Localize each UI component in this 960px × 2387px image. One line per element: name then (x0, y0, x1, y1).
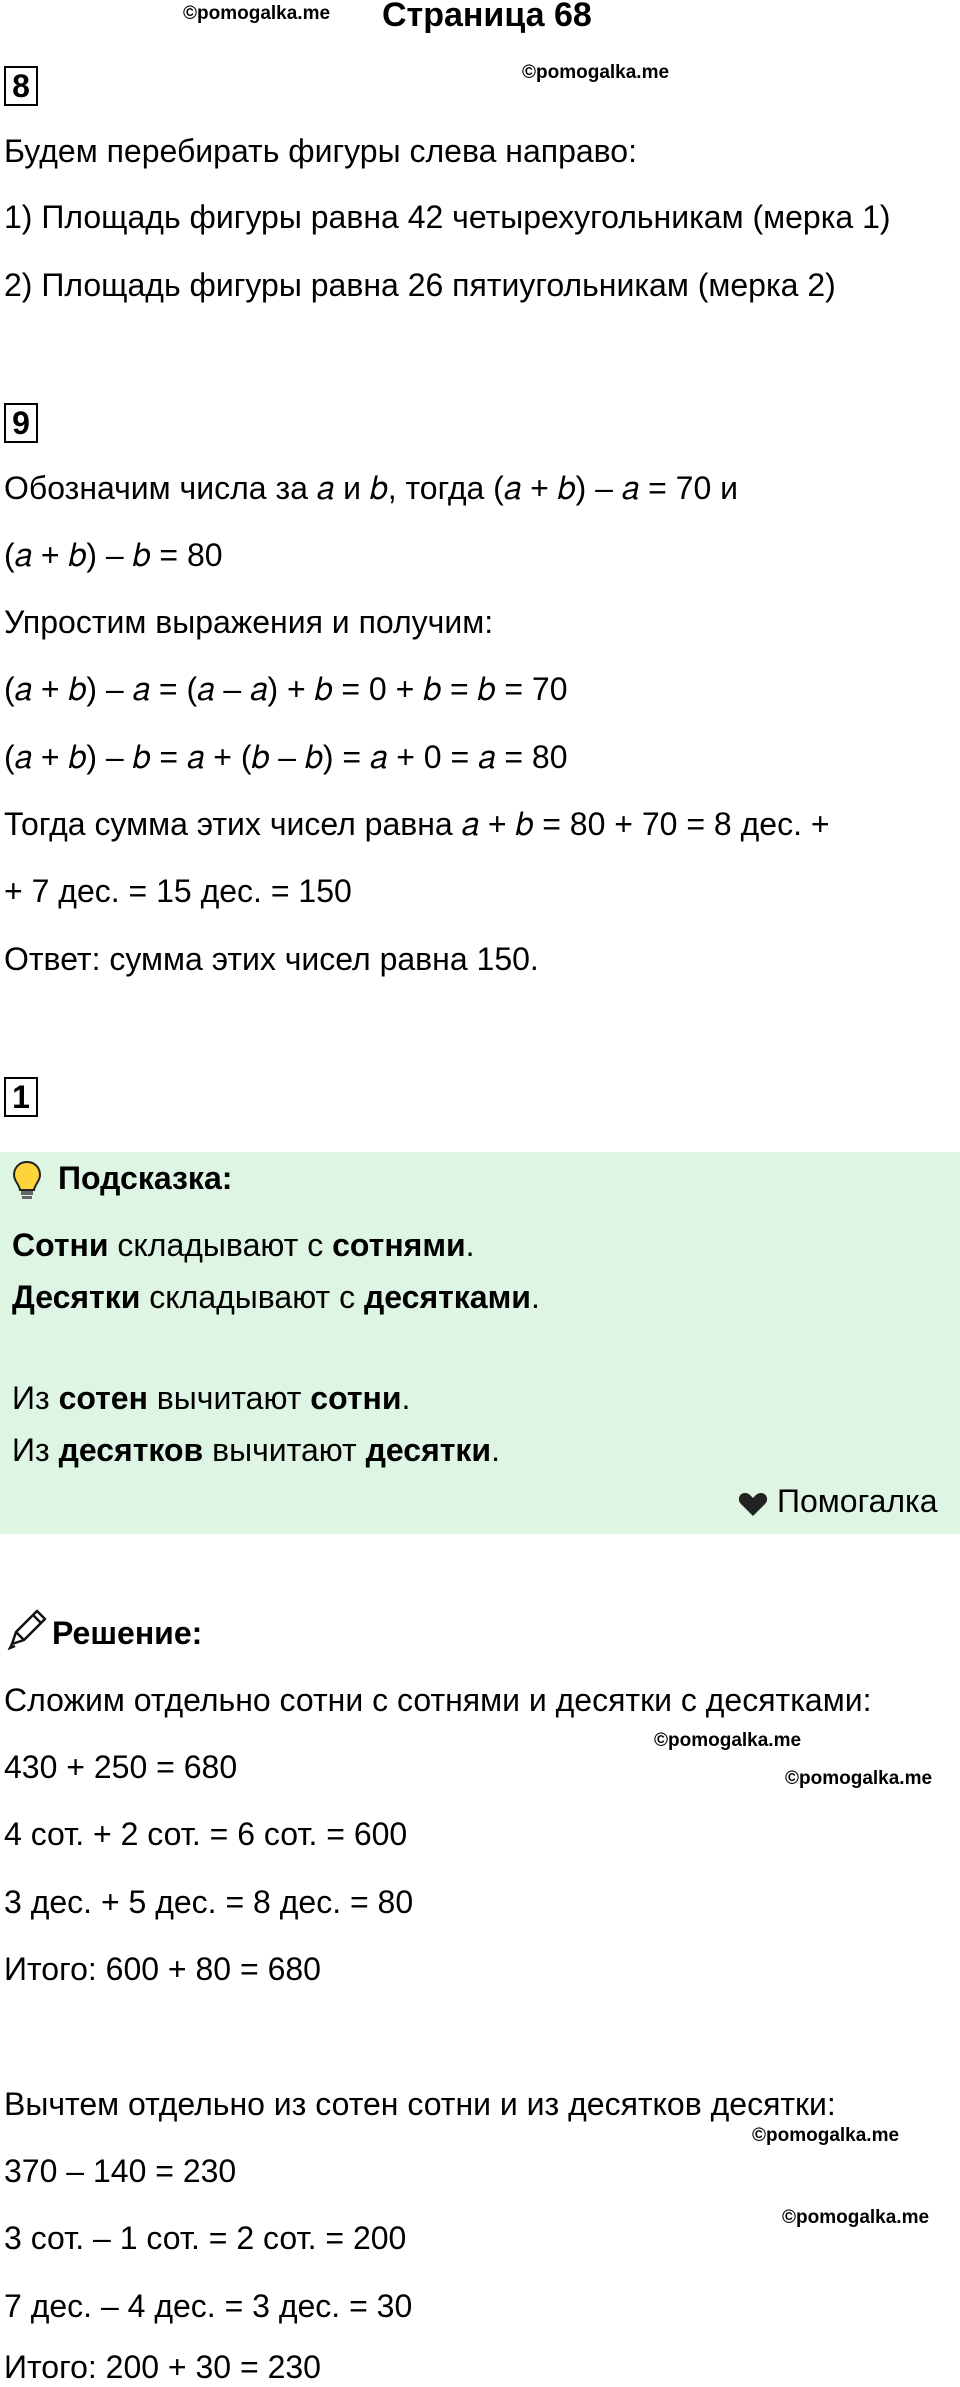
hint-line-1: Сотни складывают с сотнями. (12, 1227, 475, 1263)
solution-line: Вычтем отдельно из сотен сотни и из десятков десятки: (4, 2086, 836, 2122)
task9-line: (𝑎 + 𝑏) – 𝑏 = 𝑎 + (𝑏 – 𝑏) = 𝑎 + 0 = 𝑎 = 80 (4, 739, 568, 775)
solution-line: Сложим отдельно сотни с сотнями и десятки с десятками: (4, 1682, 872, 1718)
solution-line: Итого: 600 + 80 = 680 (4, 1951, 321, 1987)
task9-line: Обозначим числа за 𝑎 и 𝑏, тогда (𝑎 + 𝑏) – 𝑎 = 70 и (4, 470, 739, 506)
task9-line: Тогда сумма этих чисел равна 𝑎 + 𝑏 = 80 + 70 = 8 дес. + (4, 806, 830, 842)
hint-title: Подсказка: (58, 1160, 233, 1196)
hint-line-4: Из десятков вычитают десятки. (12, 1432, 500, 1468)
task9-line: + 7 дес. = 15 дес. = 150 (4, 873, 352, 909)
solution-line: 370 – 140 = 230 (4, 2153, 237, 2189)
task8-line: 2) Площадь фигуры равна 26 пятиугольникам (мерка 2) (4, 267, 836, 303)
brand-label: Помогалка (777, 1483, 938, 1519)
solution-title: Решение: (52, 1615, 203, 1651)
hint-line-2: Десятки складывают с десятками. (12, 1279, 540, 1315)
page-title: Страница 68 (382, 0, 592, 34)
task9-line: (𝑎 + 𝑏) – 𝑎 = (𝑎 – 𝑎) + 𝑏 = 0 + 𝑏 = 𝑏 = 70 (4, 671, 568, 707)
solution-line: 430 + 250 = 680 (4, 1749, 238, 1785)
heart-icon (738, 1491, 768, 1522)
task-number-8: 8 (4, 66, 38, 106)
hint-line-3: Из сотен вычитают сотни. (12, 1380, 411, 1416)
watermark: ©pomogalka.me (782, 2207, 930, 2228)
task9-line: Ответ: сумма этих чисел равна 150. (4, 941, 539, 977)
pencil-icon (6, 1608, 48, 1655)
task9-line: Упростим выражения и получим: (4, 604, 494, 640)
watermark: ©pomogalka.me (522, 62, 670, 83)
solution-line: 3 сот. – 1 сот. = 2 сот. = 200 (4, 2220, 407, 2256)
task-number-9: 9 (4, 403, 38, 443)
watermark: ©pomogalka.me (752, 2125, 900, 2146)
solution-line: 3 дес. + 5 дес. = 8 дес. = 80 (4, 1884, 414, 1920)
solution-line: 7 дес. – 4 дес. = 3 дес. = 30 (4, 2288, 413, 2324)
solution-line: 4 сот. + 2 сот. = 6 сот. = 600 (4, 1816, 408, 1852)
task9-line: (𝑎 + 𝑏) – 𝑏 = 80 (4, 537, 223, 573)
task-number-1: 1 (4, 1077, 38, 1117)
lightbulb-icon (12, 1160, 42, 1207)
watermark: ©pomogalka.me (785, 1768, 933, 1789)
watermark: ©pomogalka.me (183, 3, 331, 24)
solution-line: Итого: 200 + 30 = 230 (4, 2349, 321, 2385)
watermark: ©pomogalka.me (654, 1730, 802, 1751)
task8-line: 1) Площадь фигуры равна 42 четырехугольникам (мерка 1) (4, 199, 891, 235)
task8-line: Будем перебирать фигуры слева направо: (4, 133, 637, 169)
hint-box (0, 1152, 960, 1534)
